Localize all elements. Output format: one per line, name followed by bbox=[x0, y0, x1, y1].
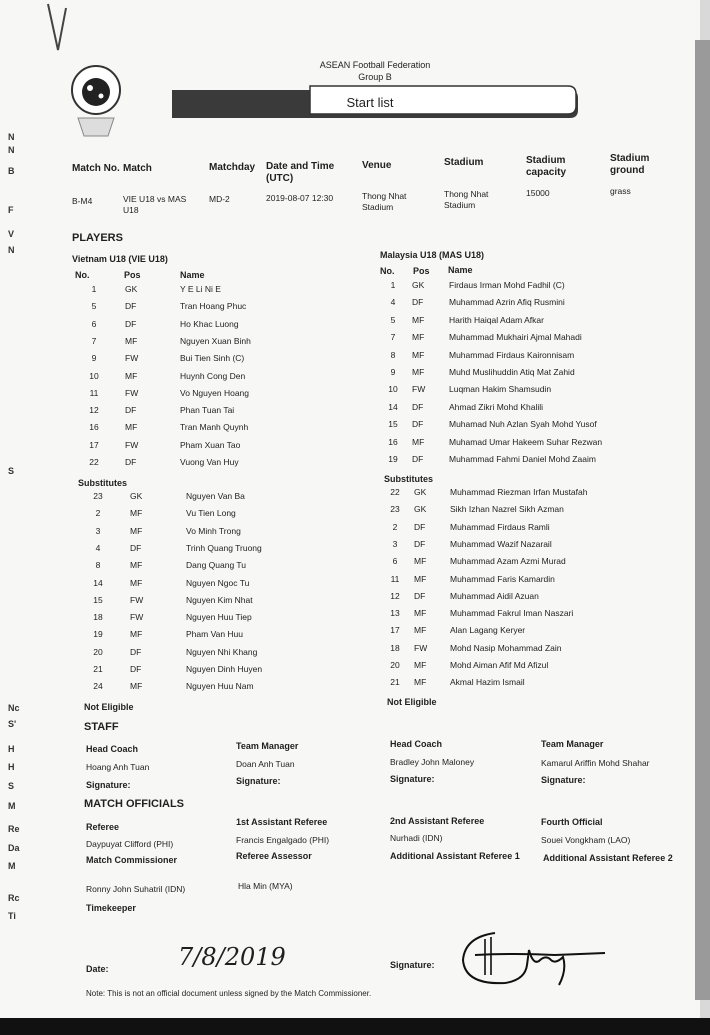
player-number: 10 bbox=[388, 384, 398, 395]
referee-label: Referee bbox=[86, 822, 120, 832]
away-head-coach-label: Head Coach bbox=[390, 739, 443, 749]
player-position: GK bbox=[414, 487, 427, 497]
ar2-name: Nurhadi (IDN) bbox=[390, 833, 443, 843]
player-position: MF bbox=[412, 349, 425, 360]
player-position: MF bbox=[125, 370, 138, 381]
player-position: FW bbox=[414, 642, 428, 653]
player-name: Muhammad Wazif Nazarail bbox=[450, 538, 552, 549]
label-match-no: Match No. bbox=[72, 163, 120, 174]
player-name: Dang Quang Tu bbox=[186, 560, 247, 571]
player-number: 12 bbox=[390, 590, 400, 601]
assessor-label: Referee Assessor bbox=[236, 851, 312, 861]
player-number: 3 bbox=[95, 525, 101, 536]
date-label: Date: bbox=[86, 964, 109, 974]
home-manager-signature-label: Signature: bbox=[236, 776, 281, 786]
player-number: 4 bbox=[95, 542, 101, 553]
player-name: Mohd Nasip Mohammad Zain bbox=[450, 642, 562, 653]
player-position: MF bbox=[125, 335, 138, 346]
player-name: Nguyen Dinh Huyen bbox=[186, 664, 263, 674]
group-name: Group B bbox=[358, 72, 392, 82]
player-number: 11 bbox=[89, 387, 99, 398]
player-number: 7 bbox=[390, 332, 396, 343]
signature-label: Signature: bbox=[390, 960, 435, 970]
away-manager-signature-label: Signature: bbox=[541, 775, 586, 785]
player-position: MF bbox=[412, 314, 425, 325]
player-position: FW bbox=[130, 594, 144, 605]
player-number: 8 bbox=[390, 349, 396, 360]
player-number: 9 bbox=[390, 367, 396, 377]
player-number: 23 bbox=[93, 491, 103, 501]
away-col-name: Name bbox=[448, 265, 473, 275]
player-position: DF bbox=[130, 542, 142, 553]
home-team-manager: Doan Anh Tuan bbox=[236, 759, 295, 769]
player-position: FW bbox=[412, 384, 426, 395]
player-name: Mohd Aiman Afif Md Afizul bbox=[450, 660, 549, 670]
player-number: 22 bbox=[89, 457, 99, 467]
player-name: Muhammad Aidil Azuan bbox=[450, 590, 539, 601]
label-matchday: Matchday bbox=[209, 162, 256, 173]
player-number: 1 bbox=[91, 284, 97, 294]
aar2-label: Additional Assistant Referee 2 bbox=[543, 853, 673, 863]
margin-letter: Re bbox=[8, 824, 20, 834]
player-number: 17 bbox=[89, 439, 99, 450]
player-number: 20 bbox=[93, 646, 103, 657]
player-position: FW bbox=[125, 353, 139, 364]
label-datetime: Date and Time (UTC) bbox=[266, 161, 335, 184]
value-datetime: 2019-08-07 12:30 bbox=[266, 193, 334, 203]
player-number: 1 bbox=[390, 280, 396, 290]
label-stadium: Stadium bbox=[444, 157, 484, 168]
home-col-no: No. bbox=[75, 270, 90, 280]
player-position: MF bbox=[412, 367, 425, 377]
home-col-pos: Pos bbox=[124, 270, 141, 280]
player-name: Vu Tien Long bbox=[186, 508, 236, 519]
player-name: Sikh Izhan Nazrel Sikh Azman bbox=[450, 504, 564, 515]
value-capacity: 15000 bbox=[526, 188, 550, 198]
player-position: DF bbox=[130, 664, 142, 674]
assessor-name: Hla Min (MYA) bbox=[238, 881, 293, 891]
player-position: FW bbox=[125, 387, 139, 398]
away-team-manager: Kamarul Ariffin Mohd Shahar bbox=[541, 758, 650, 768]
player-number: 23 bbox=[390, 504, 400, 515]
value-match-no: B-M4 bbox=[72, 196, 93, 206]
player-name: Alan Lagang Keryer bbox=[450, 625, 526, 636]
value-ground: grass bbox=[610, 186, 631, 196]
staff-heading: STAFF bbox=[84, 721, 119, 733]
label-ground: Stadium ground bbox=[610, 153, 650, 176]
player-position: DF bbox=[414, 521, 426, 532]
player-number: 14 bbox=[388, 401, 398, 412]
commissioner-label: Match Commissioner bbox=[86, 855, 178, 865]
player-number: 4 bbox=[390, 297, 396, 308]
home-subs-label: Substitutes bbox=[78, 478, 128, 488]
player-name: Vuong Van Huy bbox=[180, 457, 239, 467]
away-col-pos: Pos bbox=[413, 266, 430, 276]
player-position: DF bbox=[412, 401, 424, 412]
player-name: Firdaus Irman Mohd Fadhil (C) bbox=[449, 280, 565, 290]
commissioner-signature-icon bbox=[455, 925, 615, 995]
player-name: Y E Li Ni E bbox=[180, 284, 221, 294]
player-position: MF bbox=[130, 577, 143, 588]
player-name: Luqman Hakim Shamsudin bbox=[449, 384, 552, 395]
player-number: 11 bbox=[390, 573, 400, 584]
player-number: 12 bbox=[89, 405, 99, 416]
away-team-name: Malaysia U18 (MAS U18) bbox=[380, 250, 485, 260]
player-position: DF bbox=[130, 646, 142, 657]
player-name: Trinh Quang Truong bbox=[186, 542, 262, 553]
player-name: Tran Manh Quynh bbox=[180, 422, 249, 433]
player-name: Nguyen Ngoc Tu bbox=[186, 577, 250, 588]
referee-name: Daypuyat Clifford (PHI) bbox=[86, 839, 174, 849]
ar1-label: 1st Assistant Referee bbox=[236, 817, 328, 827]
player-name: Ho Khac Luong bbox=[180, 318, 239, 329]
player-name: Huynh Cong Den bbox=[180, 370, 246, 381]
player-position: DF bbox=[125, 457, 137, 467]
player-name: Muhd Muslihuddin Atiq Mat Zahid bbox=[449, 367, 575, 377]
player-name: Bui Tien Sinh (C) bbox=[180, 353, 245, 364]
player-position: DF bbox=[414, 538, 426, 549]
player-number: 19 bbox=[388, 454, 398, 464]
ar2-label: 2nd Assistant Referee bbox=[390, 816, 485, 826]
home-head-coach: Hoang Anh Tuan bbox=[86, 762, 150, 772]
player-number: 15 bbox=[388, 419, 398, 430]
player-name: Muhammad Azrin Afiq Rusmini bbox=[449, 297, 565, 308]
player-number: 9 bbox=[91, 353, 97, 364]
player-position: MF bbox=[412, 332, 425, 343]
player-number: 19 bbox=[93, 629, 103, 640]
handwritten-date: 7/8/2019 bbox=[178, 943, 286, 971]
player-name: Vo Minh Trong bbox=[186, 525, 241, 536]
player-position: MF bbox=[414, 608, 427, 619]
margin-letter: S' bbox=[8, 719, 17, 729]
officials-heading: MATCH OFFICIALS bbox=[84, 798, 185, 810]
player-position: MF bbox=[130, 629, 143, 640]
player-name: Muhammad Mukhairi Ajmal Mahadi bbox=[449, 332, 582, 343]
player-position: DF bbox=[412, 297, 424, 308]
player-number: 6 bbox=[91, 318, 97, 329]
away-subs-label: Substitutes bbox=[384, 474, 434, 484]
player-number: 10 bbox=[89, 370, 99, 381]
player-position: DF bbox=[414, 590, 426, 601]
player-number: 2 bbox=[95, 508, 101, 519]
player-position: GK bbox=[414, 504, 427, 515]
value-matchday: MD-2 bbox=[209, 194, 230, 204]
player-position: MF bbox=[414, 625, 427, 636]
player-position: DF bbox=[125, 405, 137, 416]
player-position: DF bbox=[412, 419, 424, 430]
margin-letter: N bbox=[8, 132, 15, 142]
player-position: DF bbox=[125, 318, 137, 329]
player-number: 3 bbox=[392, 538, 398, 549]
player-position: MF bbox=[130, 681, 143, 692]
away-col-no: No. bbox=[380, 266, 395, 276]
player-position: GK bbox=[125, 284, 138, 294]
timekeeper-label: Timekeeper bbox=[86, 903, 136, 913]
player-number: 21 bbox=[390, 677, 400, 688]
player-number: 6 bbox=[392, 556, 398, 567]
player-name: Pham Xuan Tao bbox=[180, 439, 241, 450]
value-stadium: Thong Nhat Stadium bbox=[444, 189, 489, 210]
player-name: Muhammad Riezman Irfan Mustafah bbox=[450, 487, 588, 497]
player-position: GK bbox=[412, 280, 425, 290]
player-position: MF bbox=[414, 556, 427, 567]
home-not-eligible: Not Eligible bbox=[84, 702, 134, 712]
margin-letter: N bbox=[8, 145, 15, 155]
home-team-name: Vietnam U18 (VIE U18) bbox=[72, 254, 168, 264]
player-number: 13 bbox=[390, 608, 400, 619]
margin-letter: S bbox=[8, 781, 15, 791]
label-match: Match bbox=[123, 163, 152, 174]
player-name: Nguyen Huu Tiep bbox=[186, 612, 252, 623]
footer-note: Note: This is not an official document unless signed by the Match Commissioner. bbox=[86, 989, 372, 998]
home-team-manager-label: Team Manager bbox=[236, 741, 299, 751]
player-position: MF bbox=[414, 660, 427, 670]
player-number: 18 bbox=[390, 642, 400, 653]
player-name: Nguyen Kim Nhat bbox=[186, 594, 253, 605]
margin-letter: Rc bbox=[8, 893, 20, 903]
org-name: ASEAN Football Federation bbox=[319, 60, 431, 70]
player-number: 24 bbox=[93, 681, 103, 692]
margin-letter: F bbox=[8, 205, 14, 215]
player-position: MF bbox=[414, 573, 427, 584]
margin-letter: M bbox=[8, 861, 16, 871]
player-name: Muhammad Firdaus Ramli bbox=[450, 521, 550, 532]
player-name: Nguyen Nhi Khang bbox=[186, 646, 258, 657]
player-position: FW bbox=[130, 612, 144, 623]
player-number: 15 bbox=[93, 594, 103, 605]
player-position: DF bbox=[412, 454, 424, 464]
player-name: Nguyen Xuan Binh bbox=[180, 335, 251, 346]
player-name: Nguyen Van Ba bbox=[186, 491, 245, 501]
player-name: Muhammad Firdaus Kaironnisam bbox=[449, 349, 575, 360]
away-head-coach: Bradley John Maloney bbox=[390, 757, 475, 767]
margin-letter: V bbox=[8, 229, 15, 239]
player-number: 22 bbox=[390, 487, 400, 497]
margin-letter: B bbox=[8, 166, 15, 176]
player-name: Muhamad Nuh Azlan Syah Mohd Yusof bbox=[449, 419, 597, 430]
player-name: Phan Tuan Tai bbox=[180, 405, 235, 416]
player-number: 5 bbox=[91, 301, 97, 312]
player-number: 18 bbox=[93, 612, 103, 623]
margin-letter: H bbox=[8, 762, 15, 772]
player-number: 16 bbox=[388, 436, 398, 447]
margin-letter: N bbox=[8, 245, 15, 255]
player-number: 2 bbox=[392, 521, 398, 532]
player-name: Muhammad Faris Kamardin bbox=[450, 573, 555, 584]
player-position: MF bbox=[130, 560, 143, 571]
margin-letter: Nc bbox=[8, 703, 20, 713]
player-name: Nguyen Huu Nam bbox=[186, 681, 254, 692]
page-title: Start list bbox=[346, 95, 394, 110]
player-name: Muhammad Azam Azmi Murad bbox=[450, 556, 566, 567]
home-col-name: Name bbox=[180, 270, 205, 280]
value-match: VIE U18 vs MAS U18 bbox=[123, 194, 187, 215]
fourth-official-name: Souei Vongkham (LAO) bbox=[541, 835, 631, 845]
margin-letter: Da bbox=[8, 843, 20, 853]
player-position: MF bbox=[130, 525, 143, 536]
player-position: MF bbox=[414, 677, 427, 688]
player-position: GK bbox=[130, 491, 143, 501]
margin-letter: H bbox=[8, 744, 15, 754]
player-name: Harith Haiqal Adam Afkar bbox=[449, 314, 544, 325]
player-number: 8 bbox=[95, 560, 101, 571]
scan-edge-strip bbox=[695, 40, 710, 1000]
player-name: Ahmad Zikri Mohd Khalili bbox=[449, 401, 544, 412]
player-name: Vo Nguyen Hoang bbox=[180, 387, 249, 398]
header-title bbox=[300, 59, 450, 83]
player-number: 16 bbox=[89, 422, 99, 433]
label-capacity: Stadium capacity bbox=[526, 155, 567, 178]
commissioner-name: Ronny John Suhatril (IDN) bbox=[86, 884, 186, 894]
aar1-label: Additional Assistant Referee 1 bbox=[390, 851, 520, 861]
players-heading: PLAYERS bbox=[72, 232, 123, 244]
margin-letter: S bbox=[8, 466, 15, 476]
margin-letter: M bbox=[8, 801, 16, 811]
ar1-name: Francis Engalgado (PHI) bbox=[236, 835, 330, 845]
away-coach-signature-label: Signature: bbox=[390, 774, 435, 784]
label-venue: Venue bbox=[362, 160, 392, 171]
player-position: MF bbox=[412, 436, 425, 447]
value-venue: Thong Nhat Stadium bbox=[362, 191, 407, 212]
player-position: MF bbox=[130, 508, 143, 519]
player-number: 14 bbox=[93, 577, 103, 588]
away-not-eligible: Not Eligible bbox=[387, 697, 437, 707]
player-name: Akmal Hazim Ismail bbox=[450, 677, 525, 688]
away-team-manager-label: Team Manager bbox=[541, 739, 604, 749]
margin-letter: Ti bbox=[8, 911, 16, 921]
player-name: Muhammad Fahmi Daniel Mohd Zaaim bbox=[449, 454, 596, 464]
player-name: Muhammad Fakrul Iman Naszari bbox=[450, 608, 574, 619]
player-number: 20 bbox=[390, 660, 400, 670]
aff-logo-icon bbox=[68, 62, 124, 138]
player-number: 21 bbox=[93, 664, 103, 674]
player-number: 7 bbox=[91, 335, 97, 346]
fourth-official-label: Fourth Official bbox=[541, 817, 603, 827]
scan-bottom-bar bbox=[0, 1018, 710, 1035]
player-number: 5 bbox=[390, 314, 396, 325]
home-coach-signature-label: Signature: bbox=[86, 780, 131, 790]
pen-mark-icon bbox=[40, 2, 80, 57]
player-name: Muhamad Umar Hakeem Suhar Rezwan bbox=[449, 436, 603, 447]
player-position: MF bbox=[125, 422, 138, 433]
player-position: FW bbox=[125, 439, 139, 450]
home-head-coach-label: Head Coach bbox=[86, 744, 139, 754]
player-name: Tran Hoang Phuc bbox=[180, 301, 247, 312]
player-position: DF bbox=[125, 301, 137, 312]
player-number: 17 bbox=[390, 625, 400, 636]
player-name: Pham Van Huu bbox=[186, 629, 244, 640]
